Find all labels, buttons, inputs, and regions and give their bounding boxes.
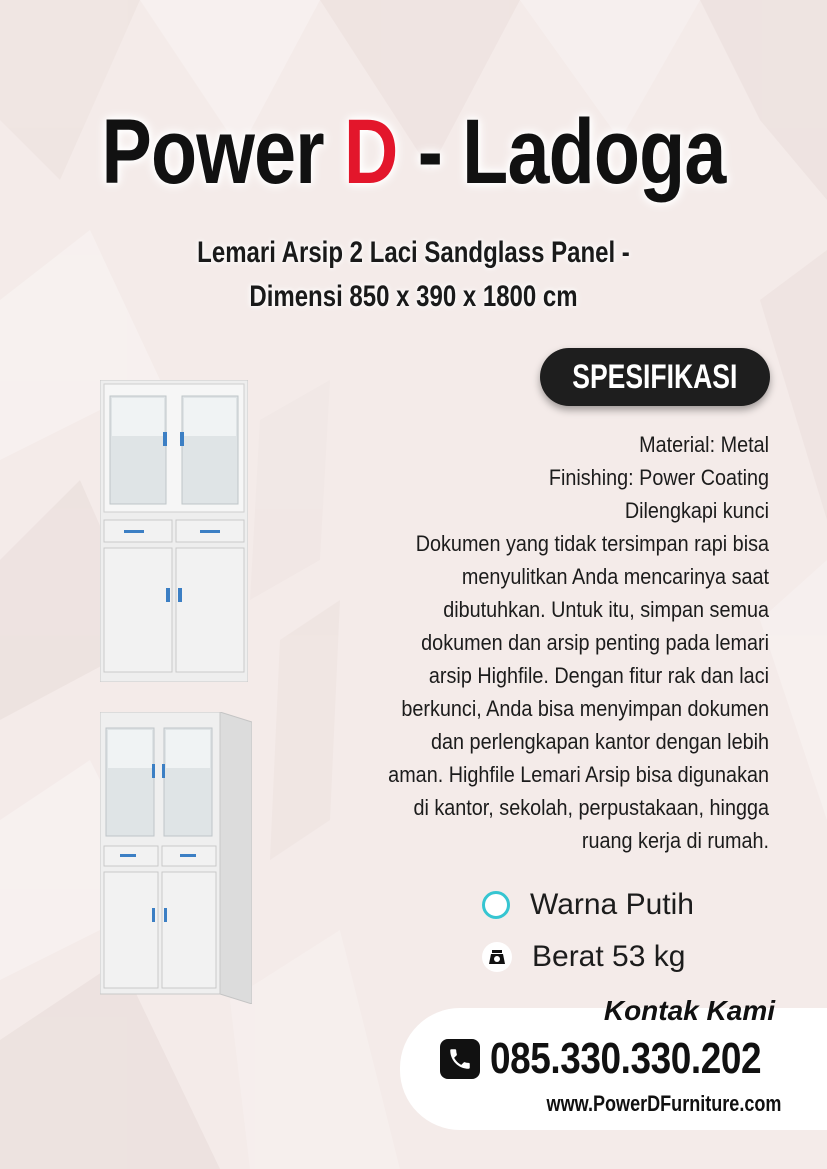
- spec-line: dibutuhkan. Untuk itu, simpan semua: [443, 597, 769, 622]
- subtitle-line-2: Dimensi 850 x 390 x 1800 cm: [249, 280, 578, 313]
- spec-line: menyulitkan Anda mencarinya saat: [461, 564, 769, 589]
- spec-text: [289, 428, 769, 857]
- color-label: Warna Putih: [530, 888, 694, 921]
- spec-line: arsip Highfile. Dengan fitur rak dan laci: [428, 663, 769, 688]
- phone-number[interactable]: 085.330.330.202: [490, 1034, 762, 1083]
- subtitle-line-1: Lemari Arsip 2 Laci Sandglass Panel -: [197, 236, 630, 269]
- cabinet-angled-image: [100, 712, 252, 1004]
- spec-line: Dilengkapi kunci: [624, 498, 769, 523]
- title-suffix: - Ladoga: [397, 101, 726, 203]
- weight-label: Berat 53 kg: [532, 940, 686, 973]
- spec-heading-pill: [540, 348, 770, 406]
- phone-icon: [440, 1039, 480, 1079]
- contact-heading: Kontak Kami: [603, 995, 775, 1026]
- spec-line: berkunci, Anda bisa menyimpan dokumen: [401, 696, 769, 721]
- spec-line: Finishing: Power Coating: [548, 465, 769, 490]
- color-ring-icon: [482, 891, 510, 919]
- spec-line: dokumen dan arsip penting pada lemari: [421, 630, 769, 655]
- cabinet-front-image: [100, 380, 248, 682]
- spec-heading: SPESIFIKASI: [572, 357, 738, 396]
- spec-line: ruang kerja di rumah.: [581, 828, 769, 853]
- weight-scale-icon: [482, 942, 512, 972]
- spec-line: Material: Metal: [639, 432, 769, 457]
- product-title: [74, 100, 752, 205]
- spec-line: aman. Highfile Lemari Arsip bisa digunakan: [388, 762, 769, 787]
- spec-line: di kantor, sekolah, perpustakaan, hingga: [413, 795, 769, 820]
- spec-line: dan perlengkapan kantor dengan lebih: [431, 729, 769, 754]
- spec-line: Dokumen yang tidak tersimpan rapi bisa: [415, 531, 769, 556]
- weight-attribute: [482, 940, 685, 974]
- website-link[interactable]: www.PowerDFurniture.com: [546, 1091, 781, 1116]
- phone-row: [440, 1034, 813, 1084]
- color-attribute: [482, 888, 694, 922]
- title-accent-letter: D: [343, 101, 398, 203]
- title-prefix: Power: [101, 101, 344, 203]
